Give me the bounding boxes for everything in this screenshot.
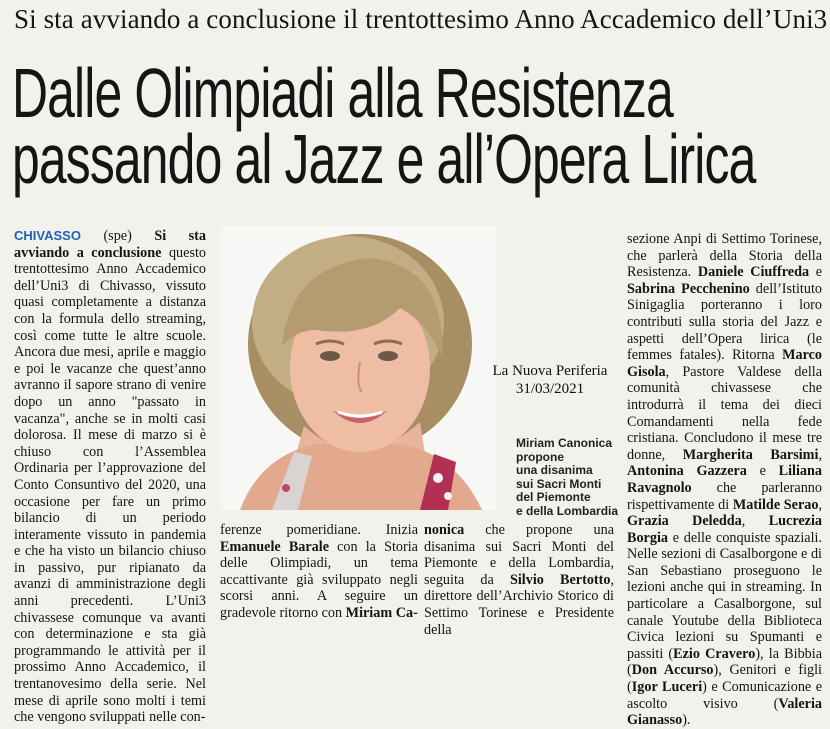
text-run: sezione Anpi di Settimo Torinese, che parlerà della Storia della Resistenza. — [627, 231, 822, 281]
portrait-photo — [220, 226, 496, 510]
person-name: Antonina Gazzera — [627, 463, 747, 480]
lead-bold: Si sta avviando a conclusione — [14, 228, 206, 261]
caption-line: una disanima — [516, 463, 593, 478]
text-run: , direttore dell’Archivio Storico di Settimo Torinese e Presidente della — [424, 571, 615, 638]
text-run: e — [746, 463, 779, 480]
person-name: Valeria Gianasso — [627, 695, 822, 729]
caption-line: sui Sacri Monti — [516, 476, 602, 491]
person-name: Silvio Bertotto — [509, 571, 611, 588]
stamp-date: 31/03/2021 — [515, 381, 585, 397]
article-column-1 — [14, 228, 206, 726]
text-run: ) e Comunicazione e ascolto visivo ( — [627, 679, 823, 712]
photo-caption — [516, 437, 621, 519]
text-run: e delle conquiste spaziali. Nelle sezioni di Casalborgone e di San Sebastiano proseguono le lezioni anche qui in streaming. In particolare a Casalborgone, sul canale Youtube della Biblioteca Civica lezioni su Spumanti e passiti ( — [627, 529, 822, 662]
text-run: che propone una disanima sui Sacri Monti del Piemonte e della Lombardia, seguita da — [424, 522, 614, 588]
person-name: Ezio Cravero — [673, 645, 756, 662]
caption-line: del Piemonte — [516, 490, 591, 505]
person-name: Margherita Barsimi — [682, 446, 819, 463]
person-name: Marco Gisola — [627, 347, 822, 380]
person-name: Liliana Ravagnolo — [627, 463, 822, 496]
person-name: Igor Luceri — [631, 679, 703, 696]
headline-line-2: passando al Jazz e all’Opera Lirica — [12, 120, 756, 199]
person-name: Don Accurso — [631, 662, 714, 679]
text-run: , — [818, 496, 823, 513]
text-run: che parleranno rispettivamente di — [627, 479, 822, 513]
text-run: , — [818, 446, 822, 463]
text-run: ). — [682, 712, 691, 729]
text-run: , Pastore Valdese della comunità chivassese che introdurrà il tema dei dieci Comandamenti nella fede cristiana. Concludono il mese tre donne, — [627, 363, 822, 463]
byline: (spe) — [80, 228, 155, 244]
text-run: ), la Bibbia ( — [627, 645, 823, 679]
person-name: Sabrina Pecchenino — [627, 280, 750, 297]
text-run: con la Storia delle Olimpiadi, un tema accattivante già sviluppato negli scorsi anni. A seguire un gradevole ritorno con — [220, 538, 418, 621]
text-run: e — [809, 264, 822, 281]
person-name: Grazia Deledda — [627, 513, 742, 530]
stamp-publication: La Nuova Periferia — [492, 363, 608, 379]
article-column-2b — [424, 522, 614, 638]
person-name: Lucrezia Borgia — [627, 513, 823, 546]
source-stamp — [480, 362, 620, 398]
caption-line: Miriam Canonica — [516, 436, 613, 450]
location-tag: CHIVASSO — [14, 228, 81, 243]
column-1-text: questo trentottesimo Anno Accademico dell’Uni3 di Chivasso, vissuto quasi completamente a distanza con la formula dello streaming, così come tutte le altre scuole. Ancora due mesi, aprile e maggio e poi le vacanze che quest’anno avranno il sapore strano di venire dopo un anno "passato in vacanza", anche se in molti casi dolorosa. Il mese di marzo si è chiuso con l’Assemblea Ordinaria per l’approvazione del Conto Consuntivo del 2020, una occasione per fare un primo bilancio di un periodo interamente vissuto in pandemia e che ha visto un bilancio chiuso in passivo, pur ripianato da avanzi di amministrazione degli anni precedenti. L’Uni3 chivassese comunque va avanti con determinazione e sta già programmando le attività per il prossimo Anno Accademico, il trentanovesimo della serie. Nel mese di aprile sono molti i temi che vengono sviluppati nelle con- — [14, 244, 206, 726]
person-name: Daniele Ciuffreda — [697, 264, 810, 281]
person-name: Miriam Ca- — [345, 604, 418, 621]
article-column-2a — [220, 522, 418, 622]
caption-line: e della Lombardia — [516, 503, 619, 518]
person-name: Matilde Serao — [732, 496, 819, 513]
headline-line-1: Dalle Olimpiadi alla Resistenza — [12, 54, 673, 133]
caption-line: propone — [516, 449, 564, 464]
person-name: nonica — [424, 522, 465, 538]
text-run: ), Genitori e figli ( — [627, 662, 822, 696]
text-run: dell’Istituto Sinigaglia porteranno i loro contributi sulla storia del Jazz e aspetti dell’Opera lirica (le femmes fatales). Ritorna — [627, 280, 822, 364]
portrait-illustration — [220, 226, 496, 510]
article-column-3 — [627, 231, 822, 729]
kicker: Si sta avviando a conclusione il trentottesimo Anno Accademico dell’Uni3 — [14, 4, 828, 34]
text-run: ferenze pomeridiane. Inizia — [220, 522, 418, 538]
text-run: , — [741, 513, 769, 530]
person-name: Emanuele Barale — [220, 538, 329, 555]
